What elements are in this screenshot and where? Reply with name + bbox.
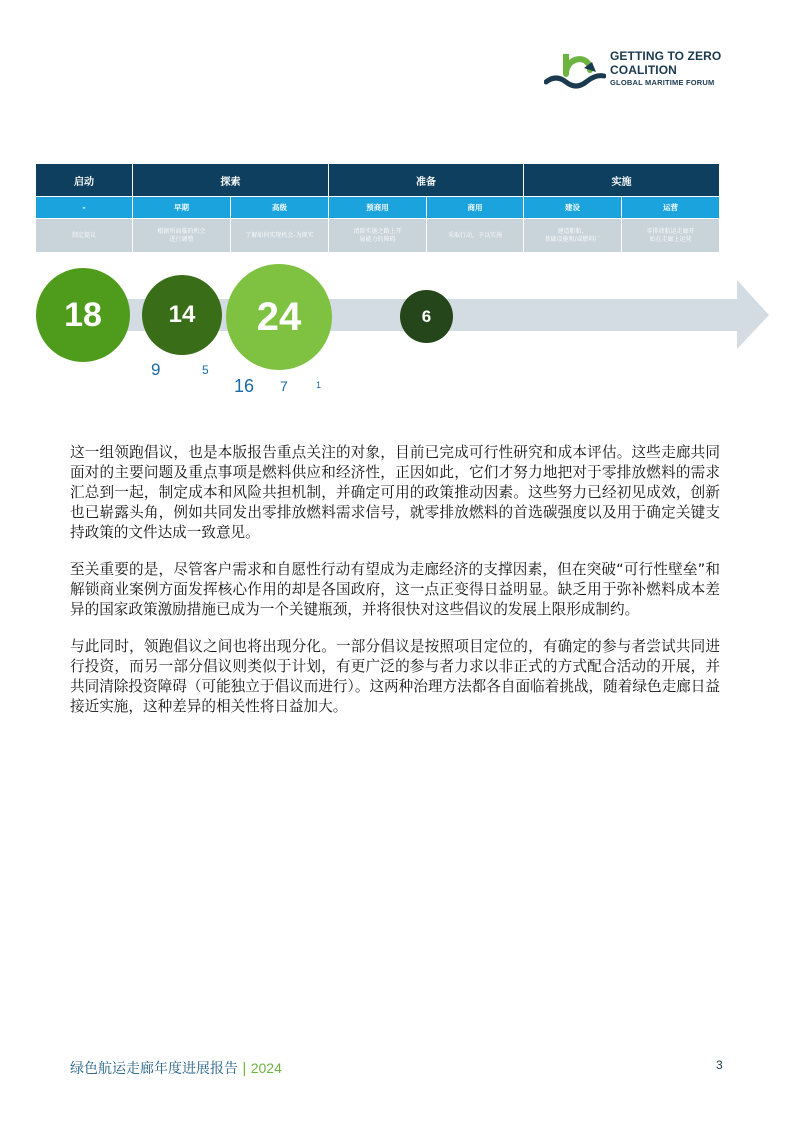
- subphase-row: [36, 197, 719, 218]
- description-row: [36, 219, 719, 252]
- subphase-header: -: [36, 197, 133, 218]
- sub-count: 1: [316, 380, 322, 390]
- stage-description: 建造船舶、 基础设施和/或燃料厂: [524, 219, 622, 252]
- getting-to-zero-logo-icon: [544, 44, 606, 94]
- subphase-header: 运营: [622, 197, 719, 218]
- stage-table: [36, 164, 719, 252]
- report-title: 绿色航运走廊年度进展报告: [70, 1061, 238, 1077]
- phase-row: [36, 164, 719, 196]
- body-text: [70, 443, 720, 734]
- phase-header: 准备: [329, 164, 524, 196]
- stage-description: 根据所面临的机会 进行调整: [133, 219, 231, 252]
- subphase-header: 早期: [133, 197, 231, 218]
- footer: [70, 1058, 282, 1078]
- subphase-header: 建设: [524, 197, 622, 218]
- bubble-preparation: 6: [400, 290, 453, 343]
- paragraph: 至关重要的是，尽管客户需求和自愿性行动有望成为走廊经济的支撑因素，但在突破“可行性壁垒”和解锁商业案例方面发挥核心作用的却是各国政府，这一点正变得日益明显。缺乏用于弥补燃料成本差异的国家政策激励措施已成为一个关键瓶颈，并将很快对这些倡议的发展上限形成制约。: [70, 561, 720, 618]
- stage-description: 制定提议: [36, 219, 133, 252]
- sub-count: 16: [234, 376, 255, 396]
- sub-count: 7: [280, 378, 288, 394]
- subphase-header: 商用: [427, 197, 524, 218]
- report-year: 2024: [250, 1060, 282, 1076]
- subphase-header: 高级: [231, 197, 329, 218]
- logo-line-1: GETTING TO ZERO: [610, 49, 722, 63]
- stage-description: 清除实施之路上开 展能力的障碍: [329, 219, 427, 252]
- subphase-header: 预商用: [329, 197, 427, 218]
- bubble-early-exploration: 14: [142, 275, 222, 355]
- logo-line-2: COALITION: [610, 63, 677, 77]
- bubble-advanced-exploration: 24: [226, 264, 332, 370]
- coalition-logo: [544, 44, 744, 96]
- phase-header: 启动: [36, 164, 133, 196]
- phase-header: 探索: [133, 164, 329, 196]
- stage-description: 零排放航运走廊开 始在走廊上运营: [622, 219, 719, 252]
- stage-description: 了解如何实现机会-为现实: [231, 219, 329, 252]
- paragraph: 与此同时，领跑倡议之间也将出现分化。一部分倡议是按照项目定位的，有确定的参与者尝试共同进行投资，而另一部分倡议则类似于计划，有更广泛的参与者力求以非正式的方式配合活动的开展，并共同清除投资障碍（可能独立于倡议而进行）。这两种治理方法都各自面临着挑战，随着绿色走廊日益接近实施，这种差异的相关性将日益加大。: [70, 638, 720, 715]
- footer-separator: |: [242, 1061, 247, 1077]
- page-number: 3: [716, 1058, 723, 1072]
- paragraph: 这一组领跑倡议，也是本版报告重点关注的对象，目前已完成可行性研究和成本评估。这些走廊共同面对的主要问题及重点事项是燃料供应和经济性，正因如此，它们才努力地把对于零排放燃料的需求汇总到一起，制定成本和风险共担机制，并确定可用的政策推动因素。这些努力已经初见成效，创新也已崭露头角，例如共同发出零排放燃料需求信号，就零排放燃料的首选碳强度以及用于确定关键支持政策的文件达成一致意见。: [70, 444, 720, 541]
- progress-timeline: [0, 270, 793, 400]
- sub-count: 5: [202, 363, 209, 377]
- bubble-initiation: 18: [36, 268, 130, 362]
- stage-description: 采取行动，予以实施: [427, 219, 524, 252]
- logo-line-3: GLOBAL MARITIME FORUM: [610, 78, 715, 87]
- phase-header: 实施: [524, 164, 719, 196]
- sub-count: 9: [151, 360, 161, 379]
